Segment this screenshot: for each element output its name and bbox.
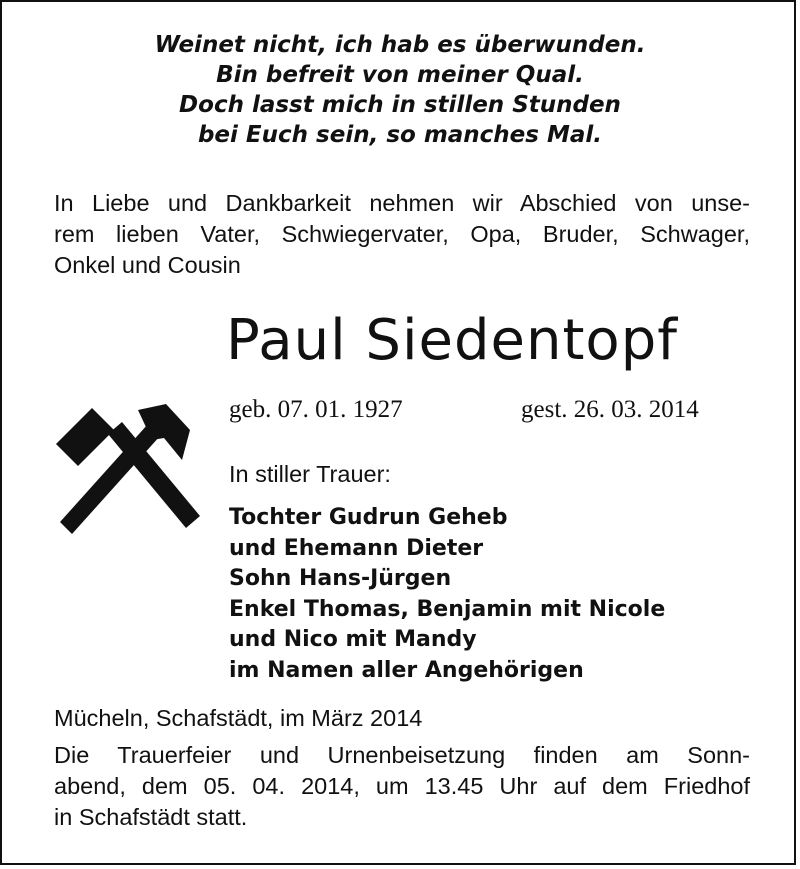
mourners-list — [229, 503, 665, 686]
poem-line: Bin befreit von meiner Qual. — [216, 62, 584, 88]
funeral-notice — [54, 740, 750, 833]
poem-line: bei Euch sein, so manches Mal. — [197, 122, 603, 148]
mourner-line: im Namen aller Angehörigen — [229, 657, 584, 683]
mourner-line: Enkel Thomas, Benjamin mit Nicole — [229, 596, 666, 622]
notice-line: abend, dem 05. 04. 2014, um 13.45 Uhr auf dem Friedhof — [54, 773, 750, 799]
deceased-name: Paul Siedentopf — [226, 308, 678, 373]
poem-line: Doch lasst mich in stillen Stunden — [179, 92, 621, 118]
mourner-line: Sohn Hans-Jürgen — [229, 566, 452, 591]
intro-text — [54, 188, 750, 281]
poem — [0, 30, 800, 150]
notice-line: Die Trauerfeier und Urnenbeisetzung finden am Sonn- — [54, 742, 750, 768]
place-and-date: Mücheln, Schafstädt, im März 2014 — [54, 705, 423, 731]
poem-line: Weinet nicht, ich hab es überwunden. — [154, 32, 646, 58]
birth-date: geb. 07. 01. 1927 — [229, 396, 403, 423]
mourner-line: Tochter Gudrun Geheb — [229, 505, 508, 530]
intro-line: Onkel und Cousin — [54, 252, 241, 278]
hammer-and-pick-icon — [52, 400, 202, 540]
death-date: gest. 26. 03. 2014 — [521, 396, 699, 423]
mourner-line: und Nico mit Mandy — [229, 627, 477, 652]
intro-line: rem lieben Vater, Schwiegervater, Opa, Bruder, Schwager, — [54, 221, 750, 247]
mourner-line: und Ehemann Dieter — [229, 535, 484, 561]
mourning-label: In stiller Trauer: — [229, 461, 391, 487]
notice-line: in Schafstädt statt. — [54, 804, 248, 830]
intro-line: In Liebe und Dankbarkeit nehmen wir Abschied von unse- — [54, 190, 750, 216]
